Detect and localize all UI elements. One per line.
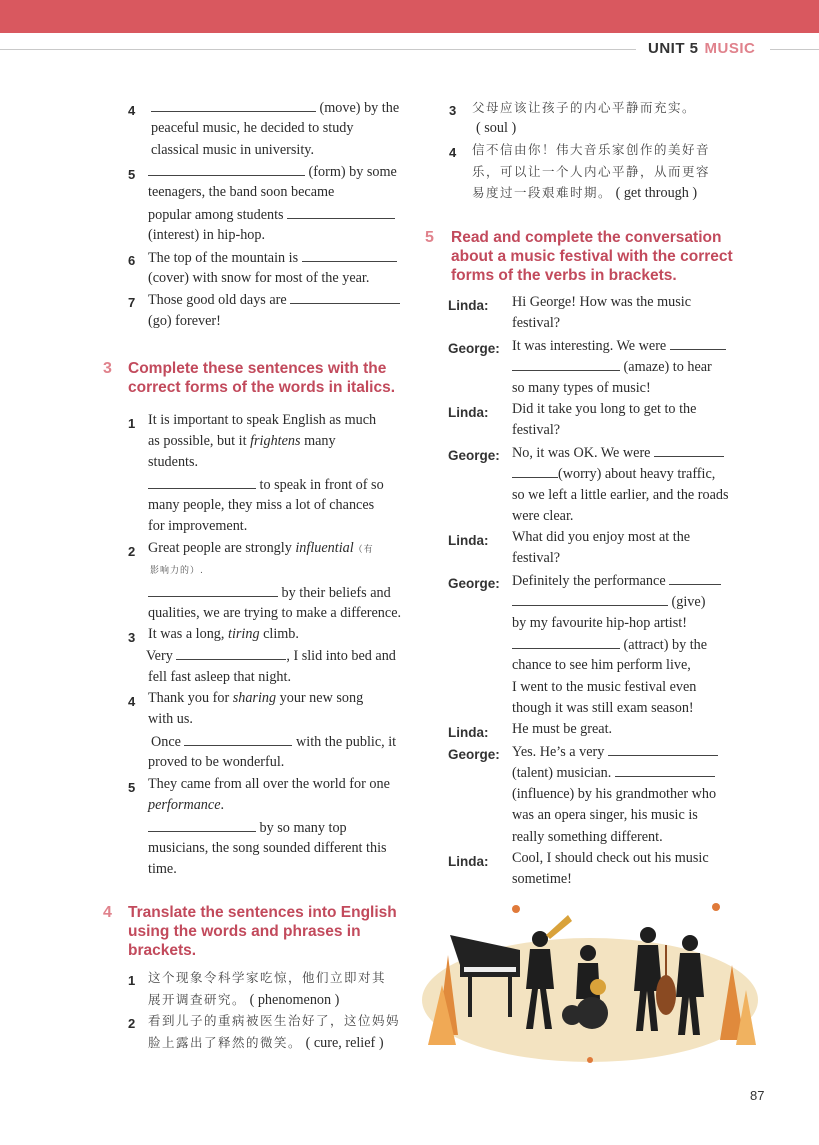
s3-item1-line4: to speak in front of so <box>148 474 384 496</box>
s3-item3-line3: fell fast asleep that night. <box>148 669 292 685</box>
section-title: forms of the verbs in brackets. <box>451 267 677 284</box>
dialog-line: sometime! <box>512 871 572 887</box>
unit-topic: MUSIC <box>704 40 756 57</box>
speaker-linda: Linda: <box>448 854 489 869</box>
s2-item4-line3: classical music in university. <box>151 142 314 158</box>
s2-item6-line2: (cover) with snow for most of the year. <box>148 270 370 286</box>
dialog-line: It was interesting. We were <box>512 335 726 357</box>
item-number: 4 <box>128 103 136 118</box>
s2-item5-line2: teenagers, the band soon became <box>148 184 335 200</box>
answer-blank[interactable] <box>669 570 721 585</box>
item-number: 7 <box>128 295 136 310</box>
dialog-line: festival? <box>512 315 561 331</box>
header-rule-right <box>770 49 819 50</box>
dialog-line: He must be great. <box>512 721 613 737</box>
dialog-line: What did you enjoy most at the <box>512 529 691 545</box>
section-title: using the words and phrases in <box>128 923 361 940</box>
section-title: Read and complete the conversation <box>451 229 722 246</box>
s2-item4-line2: peaceful music, he decided to study <box>151 120 354 136</box>
section-number: 3 <box>103 360 112 377</box>
s3-item1-line5: many people, they miss a lot of chances <box>148 497 375 513</box>
s4-item4-line1: 信不信由你！伟大音乐家创作的美好音 <box>472 142 711 157</box>
s2-item5-line1: (form) by some <box>148 161 397 183</box>
dialog-line: (worry) about heavy traffic, <box>512 463 715 485</box>
s3-item4-line1: Thank you for sharing your new song <box>148 690 364 706</box>
item-number: 5 <box>128 780 136 795</box>
s2-item7-line2: (go) forever! <box>148 313 221 329</box>
s3-item2-line1: Great people are strongly influential（有 <box>148 540 374 556</box>
answer-blank[interactable] <box>512 634 620 649</box>
answer-blank[interactable] <box>151 97 316 112</box>
s3-item3-line2: Very , I slid into bed and <box>146 645 396 667</box>
answer-blank[interactable] <box>290 289 400 304</box>
page-number: 87 <box>750 1088 765 1103</box>
s4-item3-line1: 父母应该让孩子的内心平静而充实。 <box>472 100 697 115</box>
s3-item2-line2: 影响力的）. <box>150 566 204 576</box>
s2-item5-line3: popular among students <box>148 204 395 226</box>
speaker-linda: Linda: <box>448 405 489 420</box>
s3-item2-line3: by their beliefs and <box>148 582 391 604</box>
dialog-line: festival? <box>512 422 561 438</box>
s3-item1-line3: students. <box>148 454 199 470</box>
item-number: 3 <box>449 103 457 118</box>
dialog-line: so we left a little earlier, and the roads <box>512 487 729 503</box>
answer-blank[interactable] <box>184 731 292 746</box>
jazz-band-illustration <box>420 895 760 1065</box>
s2-item6-line1: The top of the mountain is <box>148 247 397 269</box>
dialog-line: by my favourite hip-hop artist! <box>512 615 687 631</box>
s2-item7-line1: Those good old days are <box>148 289 400 311</box>
speaker-george: George: <box>448 576 500 591</box>
answer-blank[interactable] <box>148 474 256 489</box>
s3-item5-line3: by so many top <box>148 817 347 839</box>
section-title: brackets. <box>128 942 197 959</box>
answer-blank[interactable] <box>148 817 256 832</box>
dialog-line: though it was still exam season! <box>512 700 694 716</box>
s3-item5-line2: performance. <box>148 797 225 813</box>
item-number: 4 <box>128 694 136 709</box>
dialog-line: Cool, I should check out his music <box>512 850 709 866</box>
answer-blank[interactable] <box>148 161 305 176</box>
answer-blank[interactable] <box>302 247 397 262</box>
header-rule-left <box>0 49 636 50</box>
dialog-line: so many types of music! <box>512 380 651 396</box>
s3-item3-line1: It was a long, tiring climb. <box>148 626 299 642</box>
s3-item2-line4: qualities, we are trying to make a difference. <box>148 605 402 621</box>
item-number: 1 <box>128 973 136 988</box>
s4-item2-line2: 脸上露出了释然的微笑。 ( cure, relief ) <box>148 1035 384 1051</box>
s3-item1-line1: It is important to speak English as much <box>148 412 377 428</box>
unit-number: UNIT 5 <box>648 40 699 57</box>
section-title: Translate the sentences into English <box>128 904 397 921</box>
answer-blank[interactable] <box>615 762 715 777</box>
section-number: 4 <box>103 904 112 921</box>
s3-item4-line3: Once with the public, it <box>151 731 396 753</box>
dialog-line: Hi George! How was the music <box>512 294 692 310</box>
dialog-line: Yes. He’s a very <box>512 741 718 763</box>
dialog-line: chance to see him perform live, <box>512 657 691 673</box>
s2-item4-line1: (move) by the <box>151 97 399 119</box>
answer-blank[interactable] <box>512 463 558 478</box>
s2-item5-line4: (interest) in hip-hop. <box>148 227 266 243</box>
dialog-line: (talent) musician. <box>512 762 715 784</box>
dialog-line: was an opera singer, his music is <box>512 807 698 823</box>
answer-blank[interactable] <box>287 204 395 219</box>
speaker-linda: Linda: <box>448 298 489 313</box>
dialog-line: (amaze) to hear <box>512 356 712 378</box>
answer-blank[interactable] <box>512 591 668 606</box>
item-number: 1 <box>128 416 136 431</box>
dialog-line: festival? <box>512 550 561 566</box>
s4-item2-line1: 看到儿子的重病被医生治好了，这位妈妈 <box>148 1013 401 1028</box>
s3-item5-line1: They came from all over the world for one <box>148 776 390 792</box>
answer-blank[interactable] <box>670 335 726 350</box>
s3-item5-line5: time. <box>148 861 177 877</box>
speaker-george: George: <box>448 747 500 762</box>
s4-item1-line1: 这个现象令科学家吃惊，他们立即对其 <box>148 970 387 985</box>
s3-item5-line4: musicians, the song sounded different this <box>148 840 387 856</box>
s4-item3-line2: ( soul ) <box>476 120 517 136</box>
unit-label <box>648 40 755 57</box>
dialog-line: (attract) by the <box>512 634 707 656</box>
s4-item4-line2: 乐，可以让一个人内心平静，从而更容 <box>472 164 711 179</box>
dialog-line: (give) <box>512 591 705 613</box>
dialog-line: (influence) by his grandmother who <box>512 786 717 802</box>
s4-item4-line3: 易度过一段艰难时期。 ( get through ) <box>472 185 698 201</box>
answer-blank[interactable] <box>608 741 718 756</box>
item-number: 2 <box>128 1016 136 1031</box>
dialog-line: Definitely the performance <box>512 570 721 592</box>
top-color-bar <box>0 0 819 33</box>
item-number: 2 <box>128 544 136 559</box>
section-title: Complete these sentences with the <box>128 360 387 377</box>
speaker-george: George: <box>448 448 500 463</box>
s3-item4-line2: with us. <box>148 711 193 727</box>
answer-blank[interactable] <box>176 645 286 660</box>
dialog-line: I went to the music festival even <box>512 679 697 695</box>
item-number: 3 <box>128 630 136 645</box>
dialog-line: No, it was OK. We were <box>512 442 724 464</box>
speaker-linda: Linda: <box>448 533 489 548</box>
answer-blank[interactable] <box>654 442 724 457</box>
s3-item1-line6: for improvement. <box>148 518 248 534</box>
item-number: 6 <box>128 253 136 268</box>
dialog-line: Did it take you long to get to the <box>512 401 697 417</box>
speaker-george: George: <box>448 341 500 356</box>
answer-blank[interactable] <box>148 582 278 597</box>
section-number: 5 <box>425 229 434 246</box>
s3-item1-line2: as possible, but it frightens many <box>148 433 336 449</box>
answer-blank[interactable] <box>512 356 620 371</box>
dialog-line: really something different. <box>512 829 663 845</box>
section-title: correct forms of the words in italics. <box>128 379 396 396</box>
item-number: 5 <box>128 167 136 182</box>
dialog-line: were clear. <box>512 508 574 524</box>
s4-item1-line2: 展开调查研究。 ( phenomenon ) <box>148 992 340 1008</box>
speaker-linda: Linda: <box>448 725 489 740</box>
s3-item4-line4: proved to be wonderful. <box>148 754 285 770</box>
item-number: 4 <box>449 145 457 160</box>
section-title: about a music festival with the correct <box>451 248 733 265</box>
